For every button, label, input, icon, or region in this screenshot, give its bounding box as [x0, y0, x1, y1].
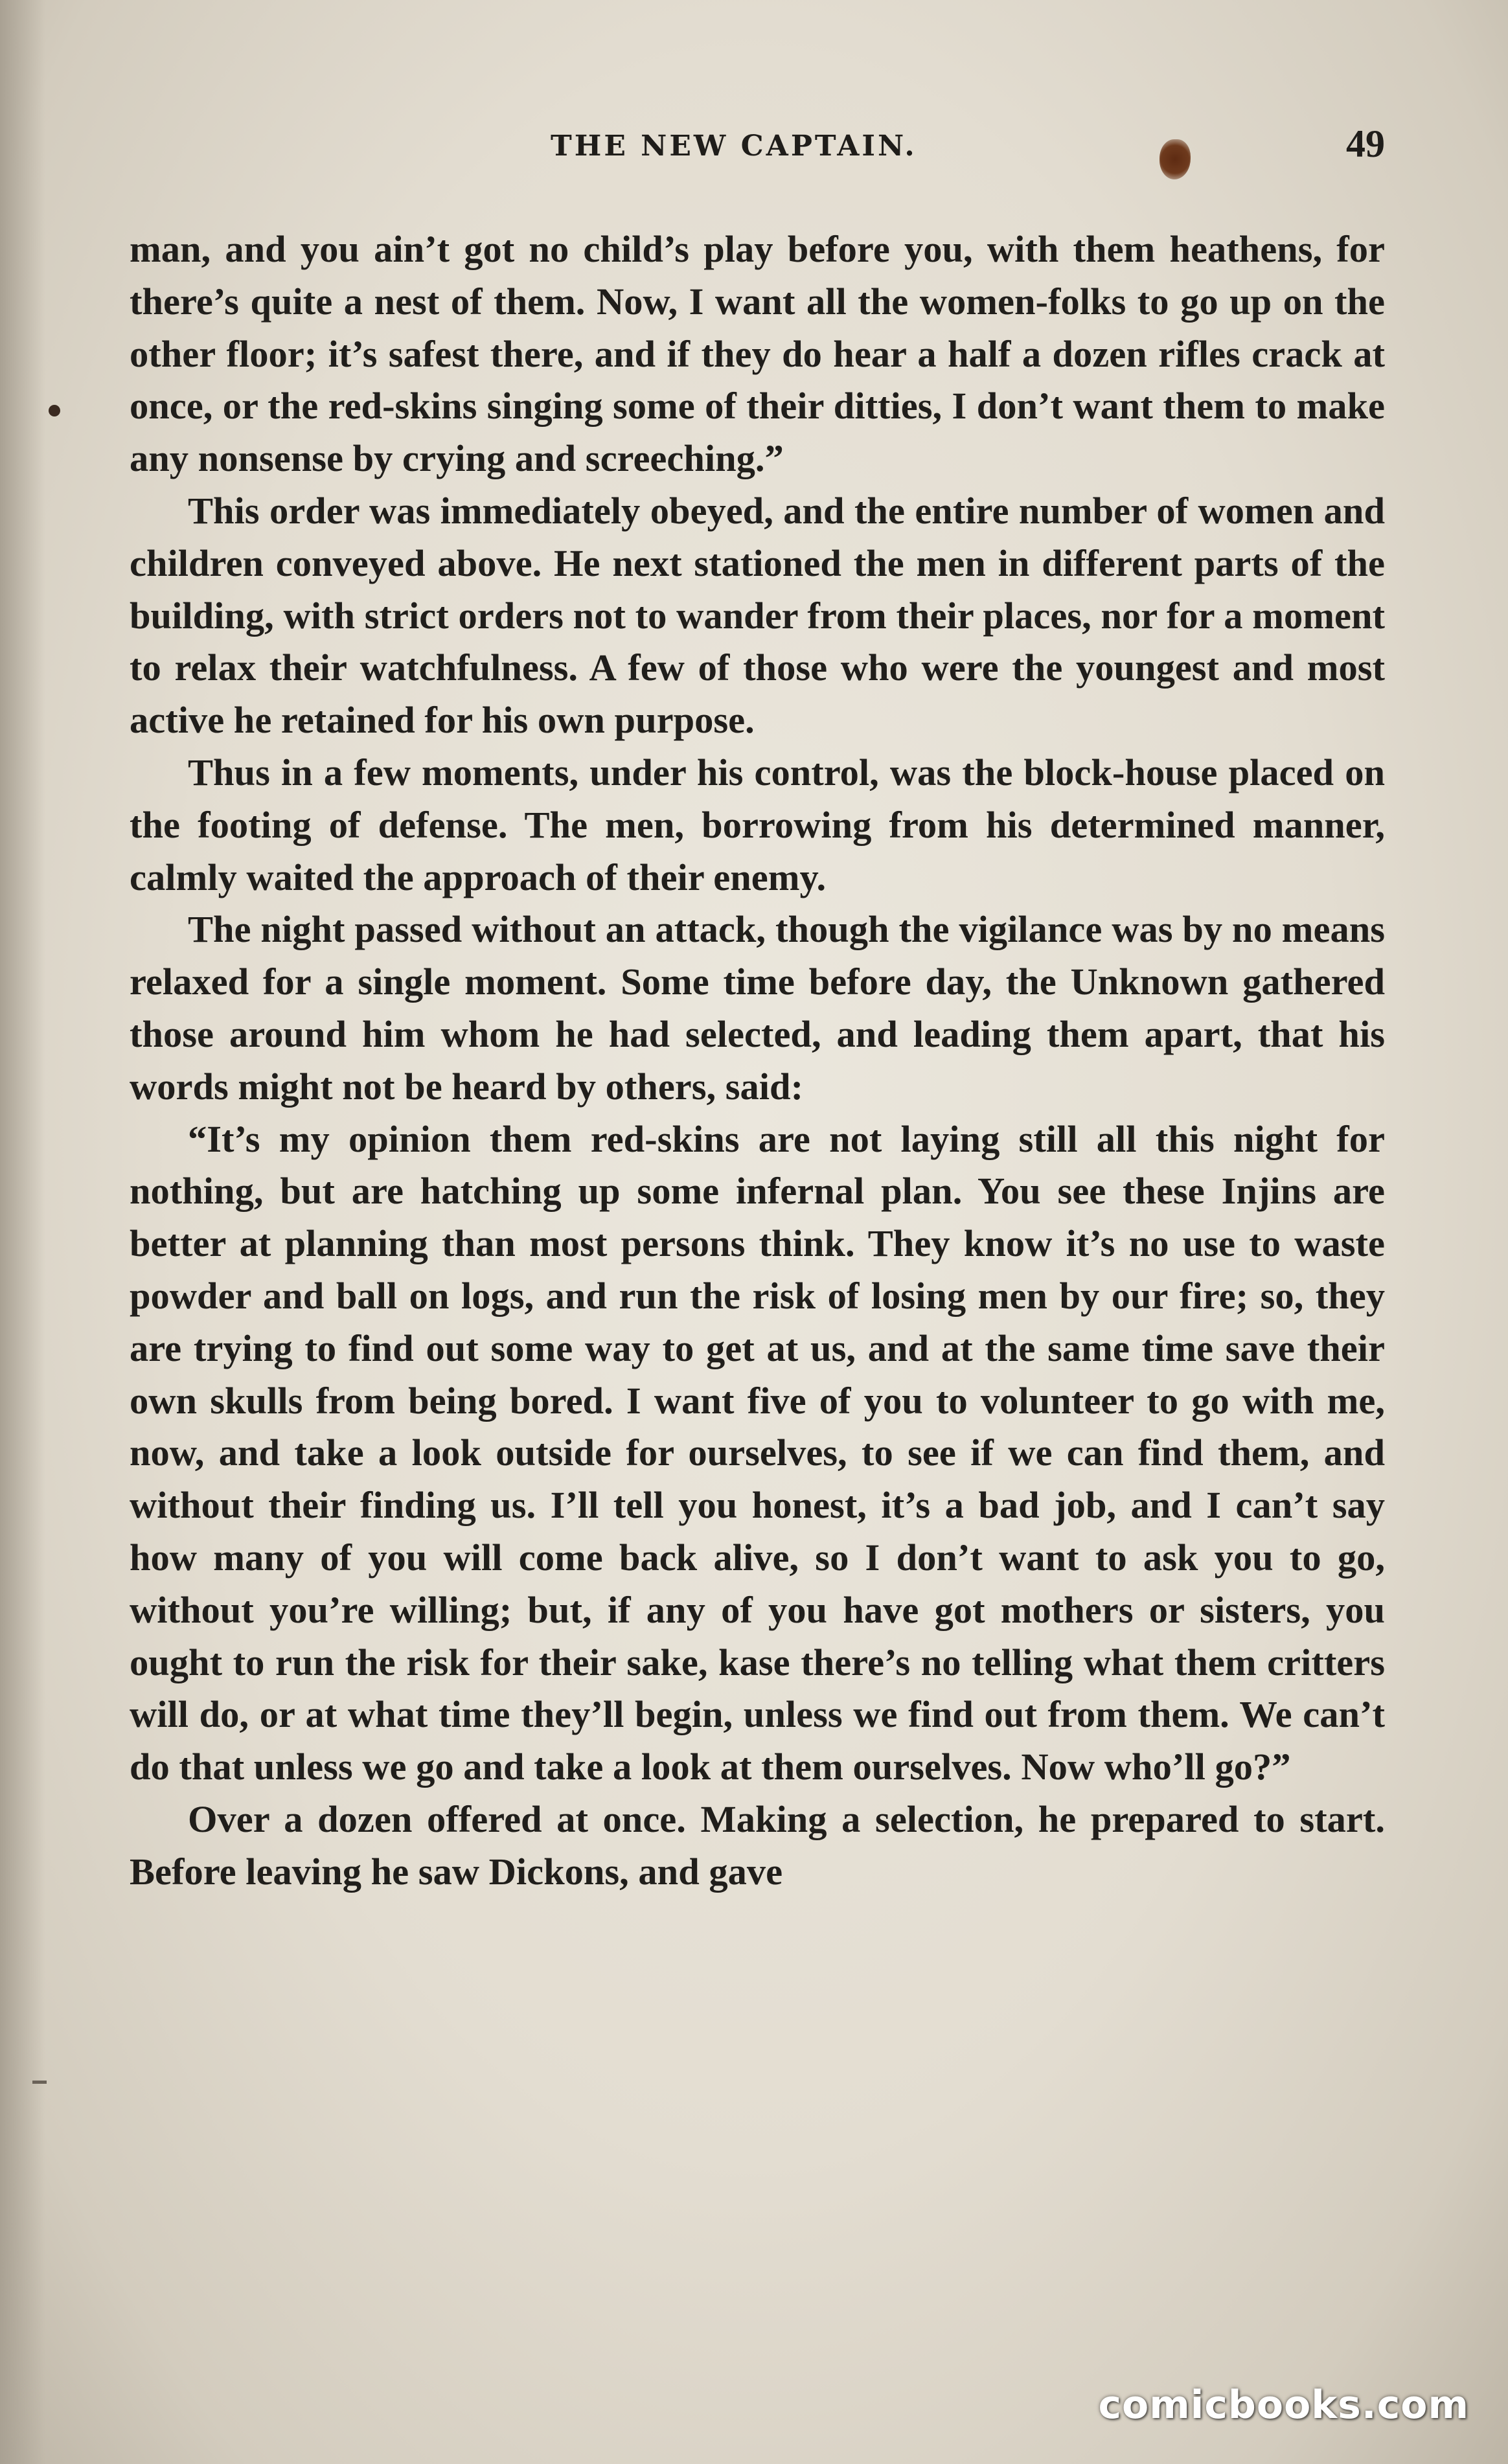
paragraph: The night passed without an attack, though the vigilance was by no means relaxed for a single moment. Some time before day, the Unknown gathered those around him whom he had selected, and leading them apart, that his words might not be heard by others, said: — [130, 908, 1385, 1108]
paragraph: Over a dozen offered at once. Making a selection, he prepared to start. Before leaving he saw Dickons, and gave — [130, 1797, 1385, 1893]
ink-stain — [1160, 139, 1191, 179]
watermark: comicbooks.com — [1098, 2382, 1469, 2428]
paragraph: This order was immediately obeyed, and the entire number of women and children conveyed above. He next stationed the men in different parts of the building, with strict orders not to wander from their places, nor for a moment to relax their watchfulness. A few of those who were the youngest and most active he retained for his own purpose. — [130, 489, 1385, 742]
body-text — [130, 223, 1385, 1899]
page-number: 49 — [1346, 122, 1385, 165]
paragraph: “It’s my opinion them red-skins are not laying still all this night for nothing, but are hatching up some infernal plan. You see these Injins are better at planning than most persons think. They know it’s no use to waste powder and ball on logs, and run the risk of losing men by our fire; so, they are trying to find out some way to get at us, and at the same time save their own skulls from being bored. I want five of you to volunteer to go with me, now, and take a look outside for ourselves, to see if we can find them, and without their finding us. I’ll tell you honest, it’s a bad job, and I can’t say how many of you will come back alive, so I don’t want to ask you to go, without you’re willing; but, if any of you have got mothers or sisters, you ought to run the risk for their sake, kase there’s no telling what them critters will do, or at what time they’ll begin, unless we find out from them. We can’t do that unless we go and take a look at them ourselves. Now who’ll go?” — [130, 1117, 1385, 1788]
margin-dash — [32, 2081, 47, 2084]
paragraph: man, and you ain’t got no child’s play before you, with them heathens, for there’s quite a nest of them. Now, I want all the women-folks to go up on the other floor; it’s safest there, and if they do hear a half a dozen rifles crack at once, or the red-skins singing some of their ditties, I don’t want them to make any nonsense by crying and screeching.” — [130, 228, 1385, 480]
running-title: THE NEW CAPTAIN. — [551, 130, 917, 163]
margin-mark — [49, 405, 60, 416]
binding-shadow — [0, 0, 45, 2464]
paragraph: Thus in a few moments, under his control, was the block-house placed on the footing of defense. The men, borrowing from his determined manner, calmly waited the approach of their enemy. — [130, 751, 1385, 898]
